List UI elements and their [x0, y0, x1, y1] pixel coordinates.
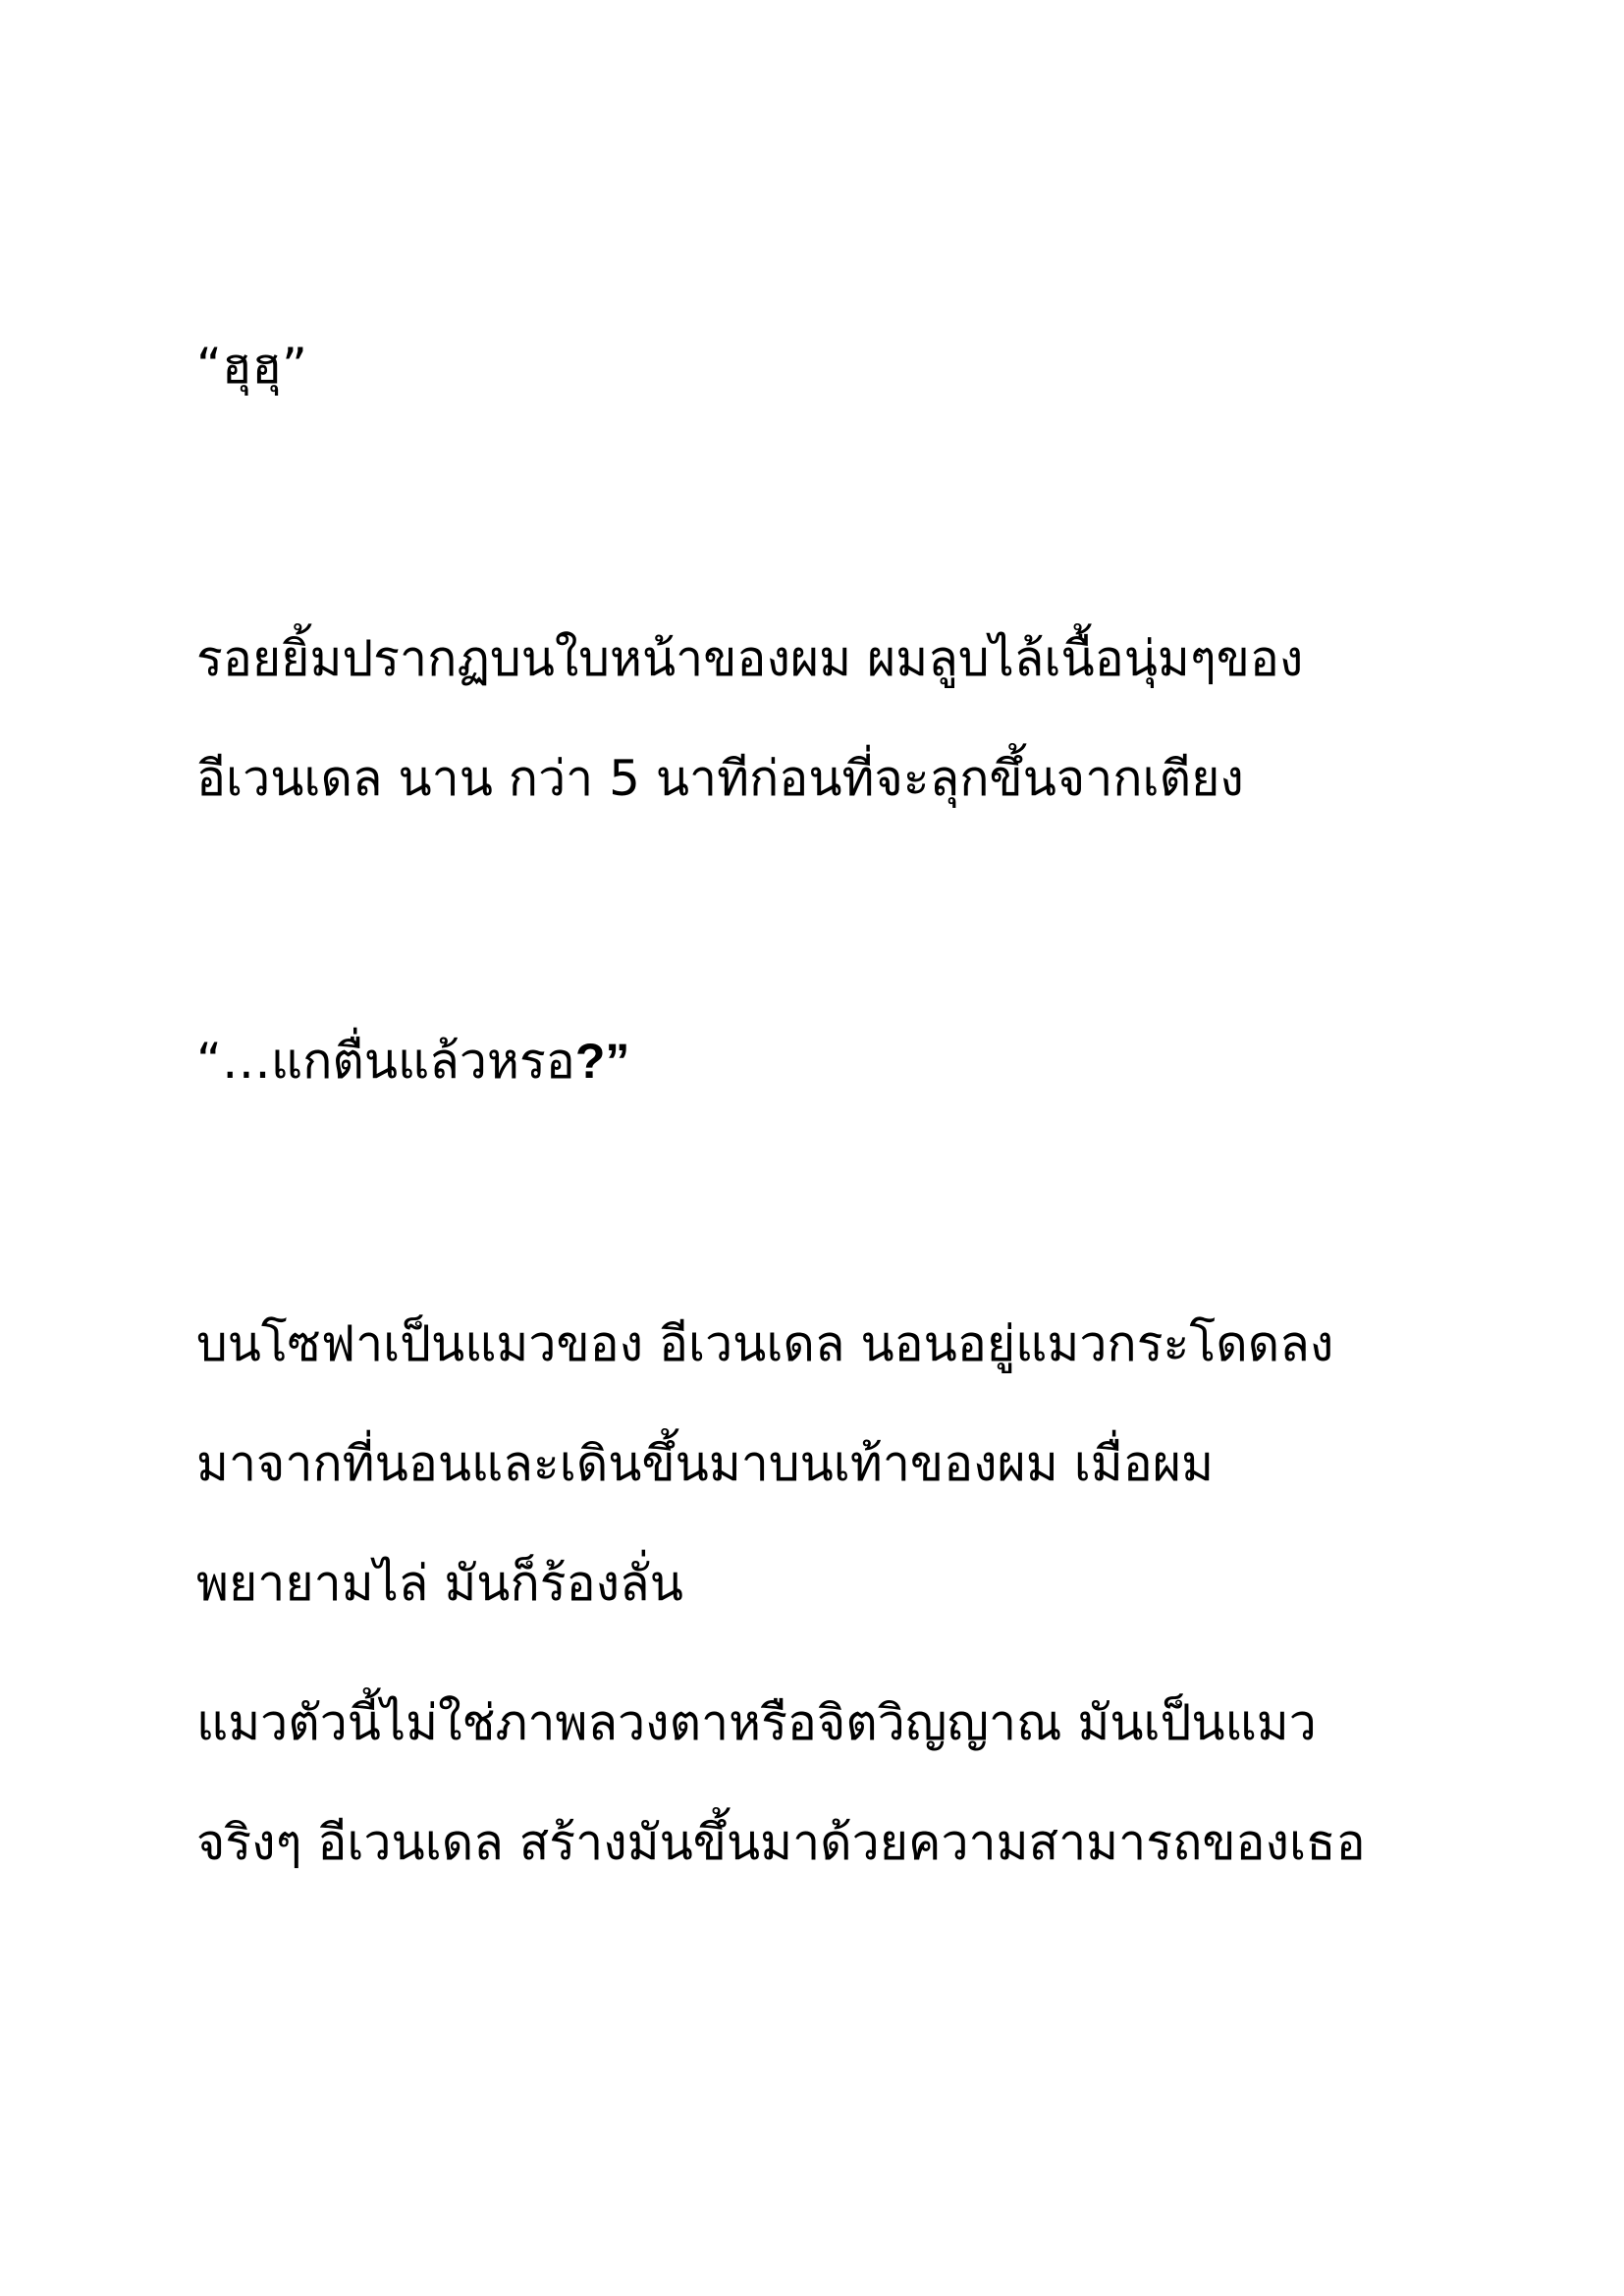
paragraph-2-line-2: มาจากที่นอนและเดินขึ้นมาบนเท้าของผม เมื่อผม	[196, 1435, 1215, 1492]
dialogue-line-1: “ฮุฮุ”	[196, 338, 307, 395]
paragraph-1-line-1: รอยยิ้มปรากฏบนใบหน้าของผม ผมลูบไล้เนื้อนุ่มๆของ	[196, 630, 1304, 687]
paragraph-2-line-3: พยายามไล่ มันก็ร้องลั่น	[196, 1555, 683, 1612]
paragraph-1-line-2: อีเวนเดล นาน กว่า 5 นาทีก่อนที่จะลุกขึ้นจากเตียง	[196, 750, 1244, 807]
dialogue-line-2	[196, 1033, 630, 1090]
dialogue-2-text: “…แกตื่นแล้วหรอ	[196, 1033, 575, 1090]
paragraph-3-line-1: แมวตัวนี้ไม่ใช่ภาพลวงตาหรือจิตวิญญาณ มันเป็นแมว	[196, 1694, 1317, 1751]
paragraph-2-line-1: บนโซฟาเป็นแมวของ อีเวนเดล นอนอยู่แมวกระโดดลง	[196, 1315, 1334, 1372]
dialogue-2-ending: ?”	[574, 1034, 630, 1089]
paragraph-3-line-2: จริงๆ อีเวนเดล สร้างมันขึ้นมาด้วยความสามารถของเธอ	[196, 1814, 1366, 1871]
